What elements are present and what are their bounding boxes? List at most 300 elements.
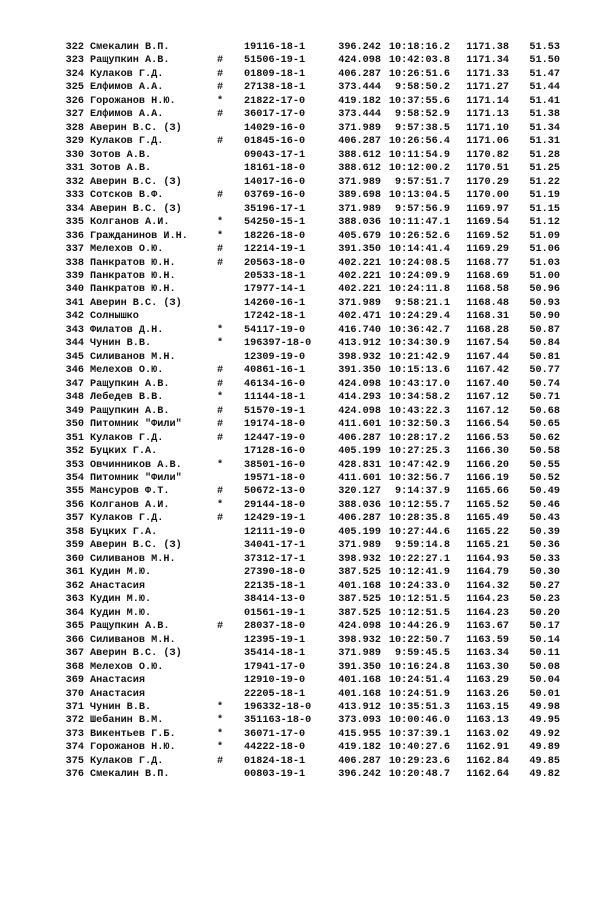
status-mark: # xyxy=(216,378,224,390)
speed-value: 1171.33 xyxy=(466,68,509,80)
coefficient-value: 49.82 xyxy=(529,769,560,781)
fancier-name: Чунин В.В. xyxy=(90,701,152,713)
fancier-name: Колганов А.И. xyxy=(90,217,170,229)
speed-value: 1164.79 xyxy=(466,567,509,579)
speed-value: 1171.13 xyxy=(466,109,509,121)
speed-value: 1168.48 xyxy=(466,297,509,309)
fancier-name: Аверин В.С. (З) xyxy=(90,122,182,134)
place-number: 364 xyxy=(65,607,84,619)
table-row xyxy=(62,243,562,256)
table-row xyxy=(62,485,562,498)
ring-number: 22135-18-1 xyxy=(244,580,306,592)
speed-value: 1169.54 xyxy=(466,217,509,229)
coefficient-value: 49.98 xyxy=(529,701,560,713)
ring-number: 29144-18-0 xyxy=(244,499,306,511)
status-mark: * xyxy=(216,392,224,404)
place-number: 331 xyxy=(65,163,84,175)
coefficient-value: 51.19 xyxy=(529,190,560,202)
table-row xyxy=(62,741,562,754)
distance-value: 401.168 xyxy=(338,580,381,592)
arrival-time: 10:26:51.6 xyxy=(388,68,450,80)
arrival-time: 10:26:56.4 xyxy=(388,136,450,148)
place-number: 374 xyxy=(65,742,84,754)
fancier-name: Аверин В.С. (З) xyxy=(90,297,182,309)
distance-value: 401.168 xyxy=(338,675,381,687)
coefficient-value: 50.49 xyxy=(529,486,560,498)
distance-value: 388.036 xyxy=(338,499,381,511)
speed-value: 1171.27 xyxy=(466,82,509,94)
place-number: 343 xyxy=(65,324,84,336)
table-row xyxy=(62,688,562,701)
ring-number: 12395-19-1 xyxy=(244,634,306,646)
place-number: 326 xyxy=(65,95,84,107)
coefficient-value: 51.28 xyxy=(529,149,560,161)
ring-number: 46134-16-0 xyxy=(244,378,306,390)
ring-number: 14260-16-1 xyxy=(244,297,306,309)
fancier-name: Мелехов О.Ю. xyxy=(90,365,164,377)
ring-number: 00803-19-1 xyxy=(244,769,306,781)
distance-value: 373.444 xyxy=(338,109,381,121)
ring-number: 01561-19-1 xyxy=(244,607,306,619)
place-number: 330 xyxy=(65,149,84,161)
fancier-name: Аверин В.С. (З) xyxy=(90,203,182,215)
place-number: 350 xyxy=(65,419,84,431)
table-row xyxy=(62,297,562,310)
arrival-time: 10:24:51.4 xyxy=(388,675,450,687)
arrival-time: 10:21:42.9 xyxy=(388,351,450,363)
coefficient-value: 51.38 xyxy=(529,109,560,121)
ring-number: 51570-19-1 xyxy=(244,405,306,417)
distance-value: 424.098 xyxy=(338,621,381,633)
distance-value: 402.221 xyxy=(338,270,381,282)
place-number: 344 xyxy=(65,338,84,350)
fancier-name: Силиванов М.Н. xyxy=(90,553,176,565)
ring-number: 19116-18-1 xyxy=(244,42,306,53)
fancier-name: Елфимов А.А. xyxy=(90,82,164,94)
results-table xyxy=(62,41,562,782)
fancier-name: Овчинников А.В. xyxy=(90,459,182,471)
fancier-name: Филатов Д.Н. xyxy=(90,324,164,336)
arrival-time: 10:22:27.1 xyxy=(388,553,450,565)
coefficient-value: 50.62 xyxy=(529,432,560,444)
place-number: 370 xyxy=(65,688,84,700)
speed-value: 1163.13 xyxy=(466,715,509,727)
distance-value: 387.525 xyxy=(338,607,381,619)
distance-value: 424.098 xyxy=(338,55,381,67)
coefficient-value: 51.31 xyxy=(529,136,560,148)
status-mark: * xyxy=(216,338,224,350)
speed-value: 1170.51 xyxy=(466,163,509,175)
coefficient-value: 50.84 xyxy=(529,338,560,350)
coefficient-value: 50.52 xyxy=(529,473,560,484)
ring-number: 17128-16-0 xyxy=(244,446,306,458)
fancier-name: Ращупкин А.В. xyxy=(90,378,170,390)
arrival-time: 9:58:52.9 xyxy=(394,109,450,121)
status-mark: # xyxy=(216,755,224,767)
distance-value: 406.287 xyxy=(338,68,381,80)
place-number: 365 xyxy=(65,621,84,633)
speed-value: 1163.59 xyxy=(466,634,509,646)
arrival-time: 10:40:27.6 xyxy=(388,742,450,754)
distance-value: 406.287 xyxy=(338,136,381,148)
coefficient-value: 50.46 xyxy=(529,499,560,511)
arrival-time: 10:47:42.9 xyxy=(388,459,450,471)
status-mark: # xyxy=(216,55,224,67)
arrival-time: 10:26:52.6 xyxy=(388,230,450,242)
speed-value: 1163.29 xyxy=(466,675,509,687)
table-row xyxy=(62,310,562,323)
table-row xyxy=(62,728,562,741)
speed-value: 1163.67 xyxy=(466,621,509,633)
coefficient-value: 50.77 xyxy=(529,365,560,377)
speed-value: 1163.15 xyxy=(466,701,509,713)
coefficient-value: 50.87 xyxy=(529,324,560,336)
fancier-name: Анастасия xyxy=(90,675,146,687)
fancier-name: Анастасия xyxy=(90,688,146,700)
speed-value: 1163.26 xyxy=(466,688,509,700)
fancier-name: Шебанин В.М. xyxy=(90,715,164,727)
arrival-time: 9:58:21.1 xyxy=(394,297,450,309)
distance-value: 419.182 xyxy=(338,742,381,754)
fancier-name: Панкратов Ю.Н. xyxy=(90,257,176,269)
table-row xyxy=(62,351,562,364)
distance-value: 424.098 xyxy=(338,378,381,390)
arrival-time: 10:24:51.9 xyxy=(388,688,450,700)
fancier-name: Кулаков Г.Д. xyxy=(90,68,164,80)
coefficient-value: 51.03 xyxy=(529,257,560,269)
coefficient-value: 50.08 xyxy=(529,661,560,673)
table-row xyxy=(62,364,562,377)
status-mark: * xyxy=(216,701,224,713)
speed-value: 1164.23 xyxy=(466,594,509,606)
ring-number: 37312-17-1 xyxy=(244,553,306,565)
status-mark: # xyxy=(216,136,224,148)
table-row xyxy=(62,539,562,552)
place-number: 368 xyxy=(65,661,84,673)
speed-value: 1170.00 xyxy=(466,190,509,202)
table-row xyxy=(62,162,562,175)
coefficient-value: 50.27 xyxy=(529,580,560,592)
place-number: 357 xyxy=(65,513,84,525)
arrival-time: 10:12:55.7 xyxy=(388,499,450,511)
speed-value: 1170.82 xyxy=(466,149,509,161)
ring-number: 196332-18-0 xyxy=(244,701,312,713)
place-number: 351 xyxy=(65,432,84,444)
place-number: 354 xyxy=(65,473,84,484)
status-mark: * xyxy=(216,324,224,336)
arrival-time: 9:57:56.9 xyxy=(394,203,450,215)
place-number: 342 xyxy=(65,311,84,323)
fancier-name: Мелехов О.Ю. xyxy=(90,244,164,256)
coefficient-value: 50.43 xyxy=(529,513,560,525)
fancier-name: Питомник "Фили" xyxy=(90,473,182,484)
place-number: 352 xyxy=(65,446,84,458)
arrival-time: 10:28:17.2 xyxy=(388,432,450,444)
fancier-name: Смекалин В.П. xyxy=(90,769,170,781)
arrival-time: 10:34:30.9 xyxy=(388,338,450,350)
arrival-time: 9:57:38.5 xyxy=(394,122,450,134)
arrival-time: 10:24:29.4 xyxy=(388,311,450,323)
speed-value: 1165.49 xyxy=(466,513,509,525)
speed-value: 1167.12 xyxy=(466,405,509,417)
speed-value: 1169.52 xyxy=(466,230,509,242)
speed-value: 1165.52 xyxy=(466,499,509,511)
coefficient-value: 51.41 xyxy=(529,95,560,107)
speed-value: 1168.31 xyxy=(466,311,509,323)
ring-number: 54117-19-0 xyxy=(244,324,306,336)
fancier-name: Анастасия xyxy=(90,580,146,592)
speed-value: 1166.54 xyxy=(466,419,509,431)
place-number: 328 xyxy=(65,122,84,134)
distance-value: 406.287 xyxy=(338,432,381,444)
fancier-name: Чунин В.В. xyxy=(90,338,152,350)
place-number: 338 xyxy=(65,257,84,269)
ring-number: 27138-18-1 xyxy=(244,82,306,94)
distance-value: 428.831 xyxy=(338,459,381,471)
distance-value: 405.199 xyxy=(338,526,381,538)
fancier-name: Кудин М.Ю. xyxy=(90,567,152,579)
coefficient-value: 51.25 xyxy=(529,163,560,175)
fancier-name: Аверин В.С. (З) xyxy=(90,176,182,188)
speed-value: 1168.77 xyxy=(466,257,509,269)
distance-value: 419.182 xyxy=(338,95,381,107)
speed-value: 1171.34 xyxy=(466,55,509,67)
speed-value: 1166.19 xyxy=(466,473,509,484)
fancier-name: Викентьев Г.Б. xyxy=(90,728,176,740)
place-number: 376 xyxy=(65,769,84,781)
table-row xyxy=(62,674,562,687)
speed-value: 1171.06 xyxy=(466,136,509,148)
distance-value: 320.127 xyxy=(338,486,381,498)
table-row xyxy=(62,337,562,350)
arrival-time: 10:24:09.9 xyxy=(388,270,450,282)
table-row xyxy=(62,203,562,216)
arrival-time: 10:43:22.3 xyxy=(388,405,450,417)
place-number: 323 xyxy=(65,55,84,67)
coefficient-value: 51.00 xyxy=(529,270,560,282)
table-row xyxy=(62,701,562,714)
distance-value: 398.932 xyxy=(338,351,381,363)
ring-number: 19174-18-0 xyxy=(244,419,306,431)
distance-value: 371.989 xyxy=(338,176,381,188)
place-number: 367 xyxy=(65,648,84,660)
place-number: 336 xyxy=(65,230,84,242)
fancier-name: Солнышко xyxy=(90,311,139,323)
ring-number: 12429-19-1 xyxy=(244,513,306,525)
distance-value: 402.471 xyxy=(338,311,381,323)
arrival-time: 10:24:11.8 xyxy=(388,284,450,296)
arrival-time: 10:43:17.0 xyxy=(388,378,450,390)
status-mark: * xyxy=(216,499,224,511)
arrival-time: 10:20:48.7 xyxy=(388,769,450,781)
fancier-name: Аверин В.С. (З) xyxy=(90,648,182,660)
status-mark: * xyxy=(216,728,224,740)
arrival-time: 10:16:24.8 xyxy=(388,661,450,673)
distance-value: 396.242 xyxy=(338,42,381,53)
place-number: 333 xyxy=(65,190,84,202)
distance-value: 391.350 xyxy=(338,365,381,377)
speed-value: 1168.58 xyxy=(466,284,509,296)
table-row xyxy=(62,432,562,445)
fancier-name: Питомник "Фили" xyxy=(90,419,182,431)
distance-value: 413.912 xyxy=(338,701,381,713)
coefficient-value: 51.50 xyxy=(529,55,560,67)
place-number: 363 xyxy=(65,594,84,606)
speed-value: 1169.29 xyxy=(466,244,509,256)
speed-value: 1169.97 xyxy=(466,203,509,215)
status-mark: # xyxy=(216,257,224,269)
fancier-name: Кулаков Г.Д. xyxy=(90,513,164,525)
coefficient-value: 51.12 xyxy=(529,217,560,229)
distance-value: 411.601 xyxy=(338,473,381,484)
table-row xyxy=(62,216,562,229)
coefficient-value: 50.65 xyxy=(529,419,560,431)
distance-value: 371.989 xyxy=(338,203,381,215)
fancier-name: Панкратов Ю.Н. xyxy=(90,284,176,296)
table-row xyxy=(62,620,562,633)
arrival-time: 10:44:26.9 xyxy=(388,621,450,633)
ring-number: 27390-18-0 xyxy=(244,567,306,579)
table-row xyxy=(62,472,562,485)
status-mark: # xyxy=(216,244,224,256)
ring-number: 51506-19-1 xyxy=(244,55,306,67)
coefficient-value: 50.68 xyxy=(529,405,560,417)
arrival-time: 10:32:50.3 xyxy=(388,419,450,431)
arrival-time: 10:14:41.4 xyxy=(388,244,450,256)
table-row xyxy=(62,634,562,647)
ring-number: 22205-18-1 xyxy=(244,688,306,700)
ring-number: 20563-18-0 xyxy=(244,257,306,269)
place-number: 349 xyxy=(65,405,84,417)
coefficient-value: 50.58 xyxy=(529,446,560,458)
place-number: 375 xyxy=(65,755,84,767)
ring-number: 17977-14-1 xyxy=(244,284,306,296)
fancier-name: Ращупкин А.В. xyxy=(90,621,170,633)
speed-value: 1171.38 xyxy=(466,42,509,53)
distance-value: 402.221 xyxy=(338,257,381,269)
place-number: 324 xyxy=(65,68,84,80)
arrival-time: 10:24:08.5 xyxy=(388,257,450,269)
speed-value: 1166.53 xyxy=(466,432,509,444)
ring-number: 36071-17-0 xyxy=(244,728,306,740)
coefficient-value: 49.92 xyxy=(529,728,560,740)
fancier-name: Лебедев В.В. xyxy=(90,392,164,404)
coefficient-value: 50.14 xyxy=(529,634,560,646)
distance-value: 371.989 xyxy=(338,122,381,134)
speed-value: 1171.14 xyxy=(466,95,509,107)
place-number: 346 xyxy=(65,365,84,377)
distance-value: 416.740 xyxy=(338,324,381,336)
distance-value: 373.093 xyxy=(338,715,381,727)
ring-number: 17941-17-0 xyxy=(244,661,306,673)
arrival-time: 10:36:42.7 xyxy=(388,324,450,336)
speed-value: 1166.20 xyxy=(466,459,509,471)
ring-number: 12447-19-0 xyxy=(244,432,306,444)
arrival-time: 10:27:25.3 xyxy=(388,446,450,458)
speed-value: 1170.29 xyxy=(466,176,509,188)
distance-value: 406.287 xyxy=(338,755,381,767)
table-row xyxy=(62,135,562,148)
status-mark: * xyxy=(216,95,224,107)
table-row xyxy=(62,418,562,431)
distance-value: 411.601 xyxy=(338,419,381,431)
status-mark: # xyxy=(216,405,224,417)
status-mark: # xyxy=(216,109,224,121)
arrival-time: 10:15:13.6 xyxy=(388,365,450,377)
distance-value: 401.168 xyxy=(338,688,381,700)
arrival-time: 10:42:03.8 xyxy=(388,55,450,67)
fancier-name: Буцких Г.А. xyxy=(90,446,158,458)
ring-number: 12214-19-1 xyxy=(244,244,306,256)
speed-value: 1162.84 xyxy=(466,755,509,767)
table-row xyxy=(62,378,562,391)
speed-value: 1164.23 xyxy=(466,607,509,619)
table-row xyxy=(62,176,562,189)
speed-value: 1165.21 xyxy=(466,540,509,552)
arrival-time: 9:57:51.7 xyxy=(394,176,450,188)
coefficient-value: 50.30 xyxy=(529,567,560,579)
fancier-name: Мансуров Ф.Т. xyxy=(90,486,170,498)
ring-number: 12111-19-0 xyxy=(244,526,306,538)
status-mark: # xyxy=(216,419,224,431)
arrival-time: 10:28:35.8 xyxy=(388,513,450,525)
table-row xyxy=(62,607,562,620)
coefficient-value: 50.90 xyxy=(529,311,560,323)
table-row xyxy=(62,257,562,270)
table-row xyxy=(62,459,562,472)
place-number: 339 xyxy=(65,270,84,282)
distance-value: 402.221 xyxy=(338,284,381,296)
place-number: 347 xyxy=(65,378,84,390)
coefficient-value: 51.09 xyxy=(529,230,560,242)
fancier-name: Ращупкин А.В. xyxy=(90,405,170,417)
place-number: 373 xyxy=(65,728,84,740)
fancier-name: Мелехов О.Ю. xyxy=(90,661,164,673)
speed-value: 1167.44 xyxy=(466,351,509,363)
arrival-time: 10:12:41.9 xyxy=(388,567,450,579)
coefficient-value: 51.44 xyxy=(529,82,560,94)
table-row xyxy=(62,189,562,202)
speed-value: 1166.30 xyxy=(466,446,509,458)
speed-value: 1163.34 xyxy=(466,648,509,660)
status-mark: # xyxy=(216,82,224,94)
table-row xyxy=(62,324,562,337)
speed-value: 1167.54 xyxy=(466,338,509,350)
distance-value: 389.698 xyxy=(338,190,381,202)
arrival-time: 10:13:04.5 xyxy=(388,190,450,202)
place-number: 358 xyxy=(65,526,84,538)
arrival-time: 10:12:51.5 xyxy=(388,594,450,606)
coefficient-value: 51.47 xyxy=(529,68,560,80)
ring-number: 18226-18-0 xyxy=(244,230,306,242)
distance-value: 398.932 xyxy=(338,634,381,646)
arrival-time: 10:18:16.2 xyxy=(388,42,450,53)
ring-number: 28037-18-0 xyxy=(244,621,306,633)
table-row xyxy=(62,512,562,525)
ring-number: 01845-16-0 xyxy=(244,136,306,148)
speed-value: 1167.40 xyxy=(466,378,509,390)
place-number: 361 xyxy=(65,567,84,579)
table-row xyxy=(62,580,562,593)
ring-number: 18161-18-0 xyxy=(244,163,306,175)
fancier-name: Буцких Г.А. xyxy=(90,526,158,538)
arrival-time: 10:29:23.6 xyxy=(388,755,450,767)
ring-number: 20533-18-1 xyxy=(244,270,306,282)
ring-number: 14029-16-0 xyxy=(244,122,306,134)
status-mark: * xyxy=(216,715,224,727)
place-number: 353 xyxy=(65,459,84,471)
speed-value: 1164.93 xyxy=(466,553,509,565)
